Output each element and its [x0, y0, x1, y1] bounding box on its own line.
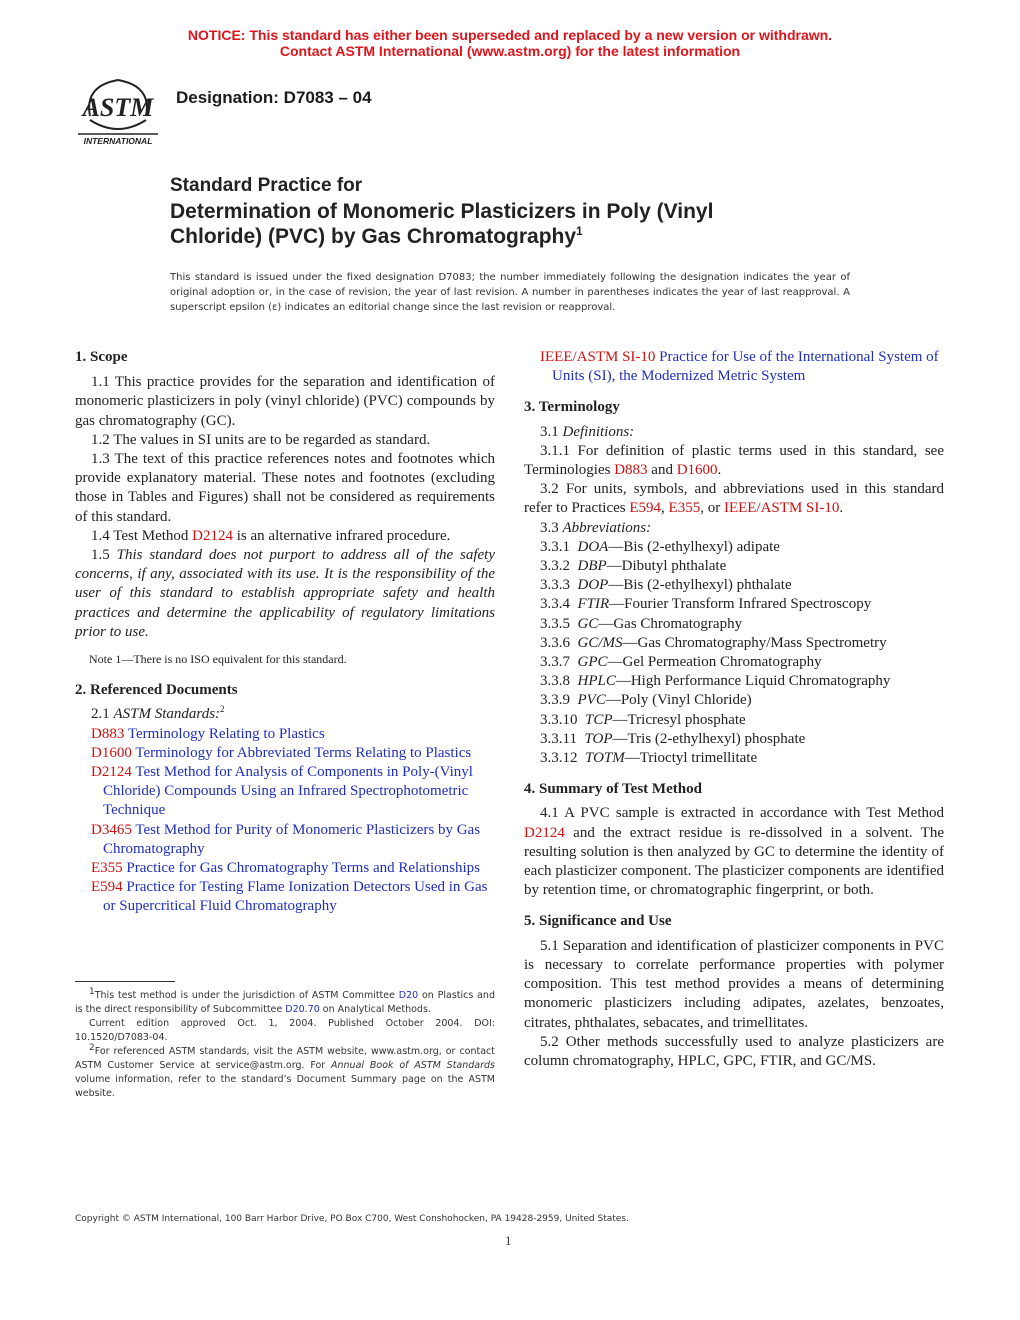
summary-4-1 [524, 804, 944, 900]
footnote-1 [75, 986, 495, 1017]
reference-code-ieee[interactable]: IEEE/ASTM SI-10 [540, 349, 656, 365]
footnote-divider [75, 981, 175, 982]
link-d20-70[interactable]: D20.70 [285, 1004, 320, 1015]
abbr-num: 3.3.3 [540, 577, 570, 594]
page-number: 1 [505, 1233, 512, 1248]
abbr-term: FTIR [577, 596, 610, 613]
reference-title[interactable]: Terminology Relating to Plastics [127, 725, 325, 742]
abbr-term: DOA [577, 538, 609, 555]
abbr-num: 3.3.9 [540, 692, 570, 709]
reference-item[interactable] [75, 821, 495, 859]
link-d20[interactable]: D20 [398, 990, 419, 1001]
link-d1600[interactable]: D1600 [676, 462, 718, 479]
scope-1-1: 1.1 This practice provides for the separation and identification of monomeric plasticizers in poly (vinyl chloride) (PVC) compounds by gas chromatography (GC). [75, 374, 495, 429]
abbr-num: 3.3.11 [540, 730, 577, 747]
notice-line-1: NOTICE: This standard has either been superseded and replaced by a new version or withdrawn. [187, 27, 833, 43]
abbreviation-item [524, 653, 944, 672]
abbr-term: GC [577, 615, 599, 632]
abbr-num: 3.3.4 [540, 596, 570, 613]
reference-item[interactable] [75, 859, 495, 878]
scope-1-5-num: 1.5 [91, 547, 117, 564]
definitions-num: 3.1 [540, 423, 563, 440]
abbr-term: HPLC [577, 673, 616, 690]
scope-1-3: 1.3 The text of this practice references notes and footnotes which provide explanatory material. These notes and footnotes (excluding those in Tables and Figures) shall not be considered as requirements of this standard. [75, 451, 495, 525]
reference-code[interactable]: E594 [91, 879, 123, 896]
footnote-1-mark: 1 [89, 986, 95, 997]
term-3-1-1-mid: and [647, 462, 677, 479]
astm-standards-text: ASTM Standards: [113, 706, 221, 723]
reference-title[interactable]: Terminology for Abbreviated Terms Relating to Plastics [135, 744, 472, 761]
term-3-2-post: . [839, 500, 844, 517]
reference-code[interactable]: D1600 [91, 744, 132, 761]
copyright: Copyright © ASTM International, 100 Barr Harbor Drive, PO Box C700, West Conshohocken, PA 19428-2959, United States. [75, 1214, 629, 1224]
reference-item[interactable] [75, 725, 495, 744]
term-3-1-1-pre: 3.1.1 For definition of plastic terms used in this standard, see Terminologies [524, 442, 944, 479]
abbreviation-item [524, 749, 944, 768]
abbr-def: —Gas Chromatography [598, 615, 743, 632]
footnote-2-mark: 2 [89, 1042, 95, 1053]
abbr-def: —Bis (2-ethylhexyl) phthalate [608, 577, 792, 594]
note-1: Note 1—There is no ISO equivalent for this standard. [89, 652, 347, 667]
footnote-2-post: volume information, refer to the standard’s Document Summary page on the ASTM website. [75, 1074, 495, 1099]
abbreviation-item [524, 538, 944, 557]
definitions-label [524, 423, 944, 442]
footnote-2-pre: For referenced ASTM standards, visit the ASTM website, www.astm.org, or contact ASTM Customer Service at service@astm.org. For [75, 1046, 495, 1071]
scope-1-4-pre: 1.4 Test Method [91, 527, 193, 544]
left-column [75, 348, 495, 917]
abbr-def: —Fourier Transform Infrared Spectroscopy [609, 596, 872, 613]
references-heading: 2. Referenced Documents [75, 682, 238, 699]
definitions-text: Definitions: [562, 423, 635, 440]
footnote-1-post: on Analytical Methods. [319, 1004, 431, 1015]
abbr-term: DOP [577, 577, 609, 594]
abbr-def: —Trioctyl trimellitate [624, 750, 758, 767]
abbr-num: 3.3.2 [540, 558, 570, 575]
abbr-num: 3.3.5 [540, 615, 570, 632]
term-3-1-1-post: . [717, 462, 722, 479]
reference-item[interactable] [75, 744, 495, 763]
reference-list [75, 725, 495, 917]
link-d2124-summary[interactable]: D2124 [524, 824, 565, 841]
abbr-def: —Poly (Vinyl Chloride) [605, 692, 752, 709]
abbr-num: 3.3.6 [540, 634, 570, 651]
title-line-2: Determination of Monomeric Plasticizers in Poly (Vinyl [170, 200, 714, 223]
reference-title[interactable]: Test Method for Analysis of Components in Poly-(Vinyl Chloride) Compounds Using an Infrared Spectrophotometric Technique [103, 764, 473, 819]
link-e594[interactable]: E594 [629, 500, 662, 517]
logo-subtext: INTERNATIONAL [83, 136, 153, 146]
right-column [524, 348, 944, 1071]
footnote-2 [75, 1042, 495, 1101]
logo-text: ASTM [82, 93, 154, 122]
reference-title-ieee[interactable]: Practice for Use of the International System of Units (SI), the Modernized Metric System [552, 349, 939, 385]
summary-4-1-pre: 4.1 A PVC sample is extracted in accordance with Test Method [540, 805, 944, 822]
abbr-def: —Tris (2-ethylhexyl) phosphate [612, 730, 806, 747]
abbr-term: TOTM [585, 750, 625, 767]
abbreviation-item [524, 711, 944, 730]
reference-title[interactable]: Practice for Gas Chromatography Terms and Relationships [126, 860, 481, 877]
abbreviation-item [524, 691, 944, 710]
scope-1-4-post: is an alternative infrared procedure. [233, 527, 451, 544]
abbr-term: TOP [584, 730, 613, 747]
abbr-def: —Gel Permeation Chromatography [607, 654, 822, 671]
abbr-def: —High Performance Liquid Chromatography [615, 673, 891, 690]
abbr-term: GC/MS [577, 634, 623, 651]
footnotes [75, 986, 495, 1101]
reference-code[interactable]: D883 [91, 725, 125, 742]
reference-item[interactable] [75, 878, 495, 916]
scope-1-2: 1.2 The values in SI units are to be regarded as standard. [91, 431, 431, 448]
astm-standards-num: 2.1 [91, 706, 114, 723]
astm-standards-sup: 2 [220, 704, 225, 715]
abbreviation-item [524, 634, 944, 653]
scope-heading: 1. Scope [75, 349, 128, 365]
reference-code[interactable]: D3465 [91, 821, 132, 838]
link-ieee[interactable]: IEEE/ASTM SI-10 [723, 500, 840, 517]
abbr-num: 3.3.10 [540, 711, 578, 728]
title-main [170, 199, 870, 249]
notice-line-2: Contact ASTM International (www.astm.org) for the latest information [279, 43, 741, 59]
abbr-def: —Dibutyl phthalate [606, 558, 727, 575]
significance-5-2: 5.2 Other methods successfully used to analyze plasticizers are column chromatography, HPLC, GPC, FTIR, and GC/MS. [524, 1033, 944, 1069]
abbreviations-num: 3.3 [540, 519, 563, 536]
reference-title[interactable]: Practice for Testing Flame Ionization Detectors Used in Gas or Supercritical Fluid Chromatography [103, 879, 488, 915]
footnote-1-pre: This test method is under the jurisdiction of ASTM Committee [94, 990, 399, 1001]
abbreviation-item [524, 615, 944, 634]
abbr-term: GPC [577, 654, 608, 671]
title-line-3-wrap [170, 224, 870, 249]
designation: Designation: D7083 – 04 [176, 88, 372, 107]
abbr-term: PVC [577, 692, 606, 709]
abbreviation-item [524, 730, 944, 749]
title-footnote-mark: 1 [576, 224, 583, 238]
abbr-num: 3.3.1 [540, 538, 570, 555]
reference-item[interactable] [75, 763, 495, 821]
terminology-heading: 3. Terminology [524, 399, 620, 416]
scope-1-4 [75, 527, 495, 546]
summary-heading: 4. Summary of Test Method [524, 781, 702, 798]
abbreviations-text: Abbreviations: [562, 519, 652, 536]
abbreviation-item [524, 672, 944, 691]
term-3-2 [524, 480, 944, 518]
abbr-num: 3.3.8 [540, 673, 570, 690]
link-d2124[interactable]: D2124 [192, 527, 234, 544]
scope-1-5 [75, 546, 495, 642]
reference-code[interactable]: D2124 [91, 764, 132, 781]
abbr-term: TCP [585, 711, 613, 728]
link-e355[interactable]: E355 [668, 500, 701, 517]
abbreviation-item [524, 557, 944, 576]
reference-title[interactable]: Test Method for Purity of Monomeric Plasticizers by Gas Chromatography [103, 821, 481, 857]
footnote-1-edition: Current edition approved Oct. 1, 2004. Published October 2004. DOI: 10.1520/D7083-04. [75, 1018, 495, 1043]
abbreviations-label [524, 519, 944, 538]
abbr-num: 3.3.12 [540, 750, 578, 767]
term-3-2-sep1: , [661, 500, 669, 517]
abbr-def: —Gas Chromatography/Mass Spectrometry [622, 634, 887, 651]
title-line-1: Standard Practice for [170, 175, 363, 196]
footnote-2-ital: Annual Book of ASTM Standards [331, 1060, 495, 1071]
abbreviation-list [524, 538, 944, 768]
term-3-2-sep2: , or [700, 500, 724, 517]
term-3-1-1 [524, 442, 944, 480]
abbr-def: —Tricresyl phosphate [612, 711, 746, 728]
footnote-1-mid: on Plastics and is the direct responsibility of Subcommittee [75, 990, 495, 1015]
abbreviation-item [524, 595, 944, 614]
term-3-2-pre: 3.2 For units, symbols, and abbreviations used in this standard refer to Practices [524, 481, 944, 517]
abbr-num: 3.3.7 [540, 654, 570, 671]
abbr-term: DBP [577, 558, 607, 575]
intro-paragraph: This standard is issued under the fixed designation D7083; the number immediately following the designation indicates the year of original adoption or, in the case of revision, the year of last revision. A number in parentheses indicates the year of last reapproval. A superscript epsilon (ε) indicates an editorial change since the last revision or reapproval. [170, 272, 850, 313]
abbr-def: —Bis (2-ethylhexyl) adipate [608, 538, 780, 555]
scope-1-5-text: This standard does not purport to address all of the safety concerns, if any, associated with its use. It is the responsibility of the user of this standard to establish appropriate safety and health practices and determine the applicability of regulatory limitations prior to use. [75, 547, 496, 640]
summary-4-1-post: and the extract residue is re-dissolved in a solvent. The resulting solution is then analyzed by GC to determine the identity of each plasticizer component. The plasticizer components are identified by retention time, or chromatographic fingerprint, or both. [524, 824, 944, 899]
abbreviation-item [524, 576, 944, 595]
astm-standards-label [75, 705, 495, 724]
title-line-3: Chloride) (PVC) by Gas Chromatography [170, 225, 577, 248]
significance-5-1: 5.1 Separation and identification of plasticizer components in PVC is necessary to correlate performance properties with polymer composition. This test method provides a means of determining monomeric plasticizers including adipates, azelates, benzoates, citrates, phthalates, sebacates, and trimellitates. [524, 937, 944, 1031]
reference-code[interactable]: E355 [91, 860, 123, 877]
link-d883[interactable]: D883 [614, 462, 648, 479]
significance-heading: 5. Significance and Use [524, 913, 672, 930]
astm-logo-icon [76, 76, 160, 148]
reference-item-ieee[interactable] [524, 348, 944, 386]
